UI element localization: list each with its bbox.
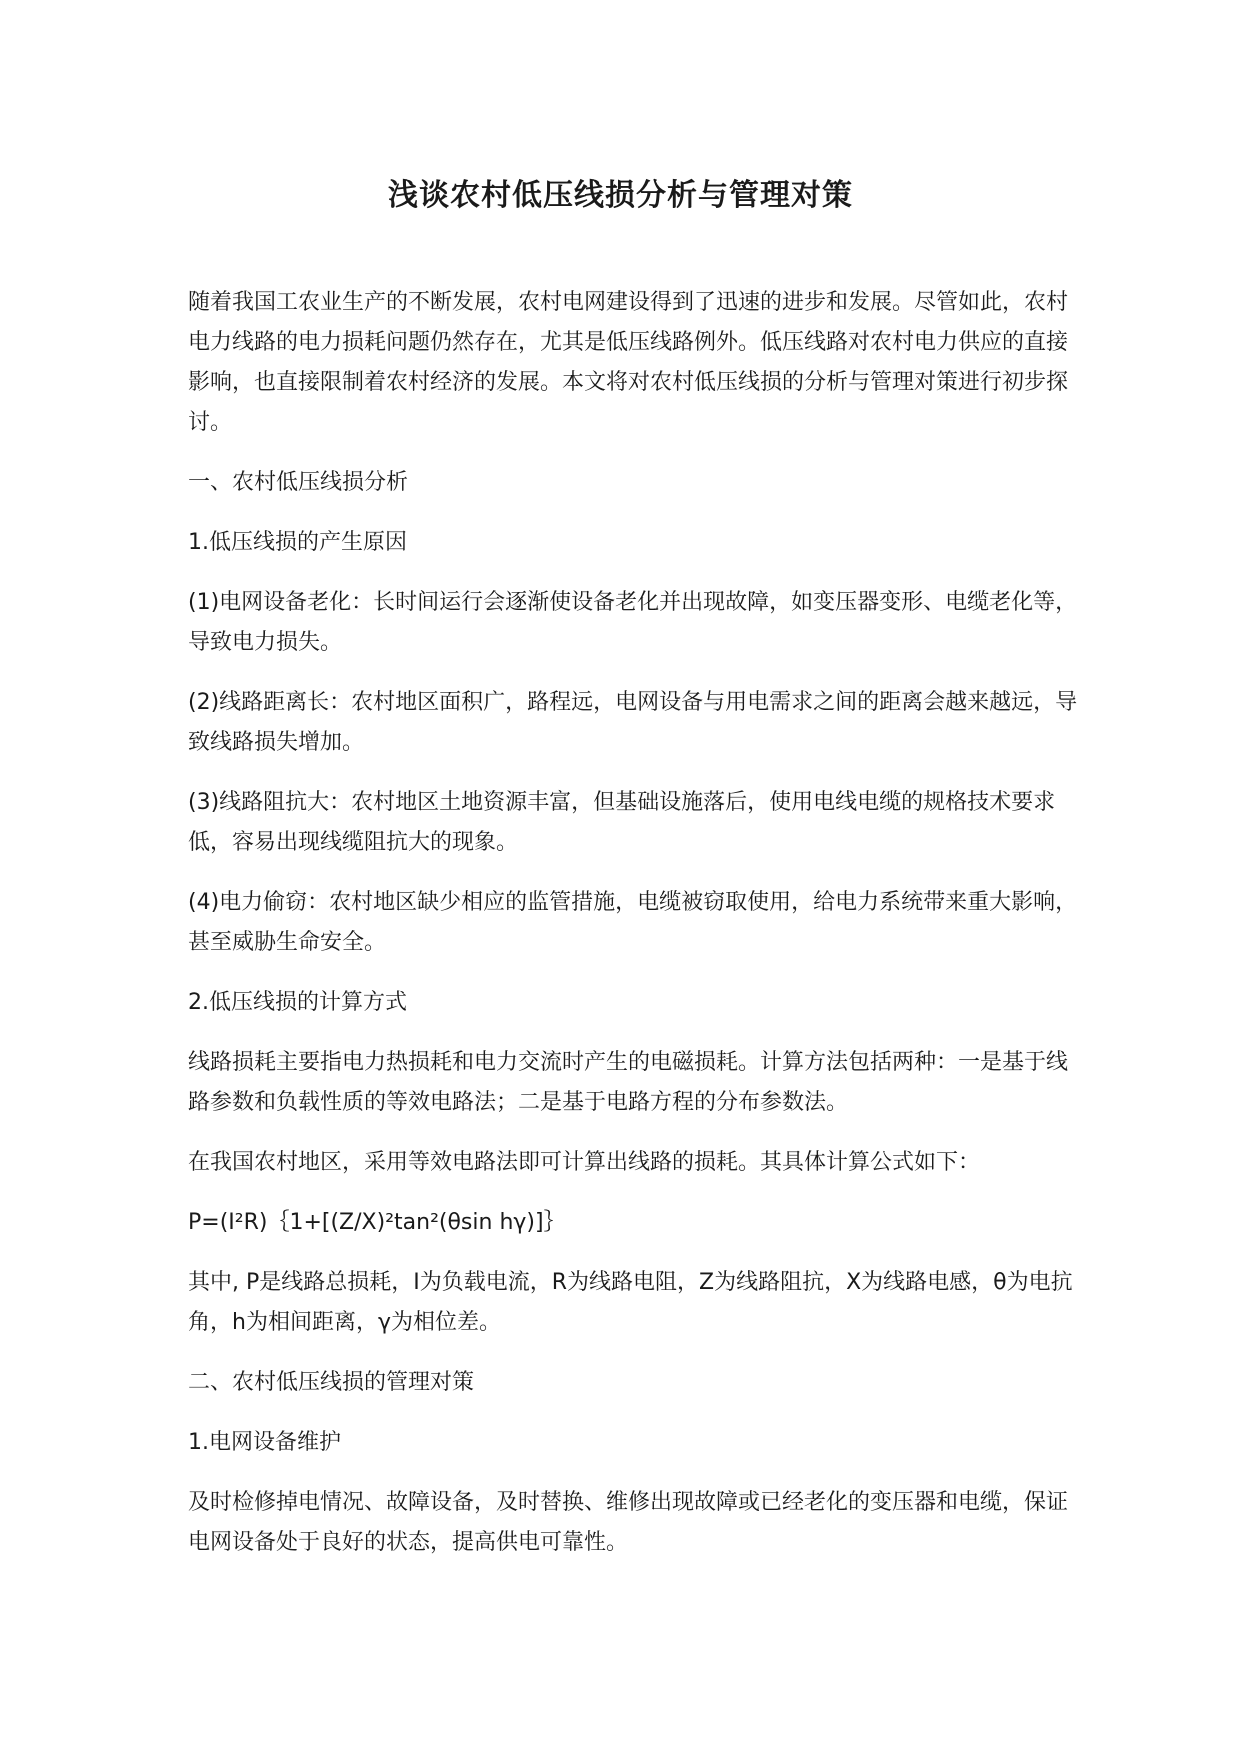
subsection-heading-1-2: 2.低压线损的计算方式 — [188, 990, 407, 1015]
section-heading-1: 一、农村低压线损分析 — [188, 470, 409, 495]
paragraph-maintenance: 及时检修掉电情况、故障设备，及时替换、维修出现故障或已经老化的变压器和电缆，保证电网设备处于良好的状态，提高供电可靠性。 — [188, 1490, 1069, 1555]
document-body — [188, 283, 1083, 1583]
paragraph-calc-intro: 在我国农村地区，采用等效电路法即可计算出线路的损耗。其具体计算公式如下： — [188, 1150, 981, 1175]
paragraph-cause-4: (4)电力偷窃：农村地区缺少相应的监管措施，电缆被窃取使用，给电力系统带来重大影响，甚至威胁生命安全。 — [188, 890, 1078, 955]
section-heading-2: 二、农村低压线损的管理对策 — [188, 1370, 475, 1395]
paragraph-cause-2: (2)线路距离长：农村地区面积广，路程远，电网设备与用电需求之间的距离会越来越远，导致线路损失增加。 — [188, 690, 1078, 755]
formula: P=(I²R)｛1+[(Z/X)²tan²(θsin hγ)]｝ — [188, 1210, 566, 1235]
paragraph-cause-3: (3)线路阻抗大：农村地区土地资源丰富，但基础设施落后，使用电线电缆的规格技术要求低，容易出现线缆阻抗大的现象。 — [188, 790, 1056, 855]
paragraph-formula-legend: 其中, P是线路总损耗，I为负载电流，R为线路电阻，Z为线路阻抗，X为线路电感，θ为电抗角，h为相间距离，γ为相位差。 — [188, 1270, 1073, 1335]
paragraph-cause-1: (1)电网设备老化：长时间运行会逐渐使设备老化并出现故障，如变压器变形、电缆老化等，导致电力损失。 — [188, 590, 1078, 655]
paragraph-intro: 随着我国工农业生产的不断发展，农村电网建设得到了迅速的进步和发展。尽管如此，农村电力线路的电力损耗问题仍然存在，尤其是低压线路例外。低压线路对农村电力供应的直接影响，也直接限制着农村经济的发展。本文将对农村低压线损的分析与管理对策进行初步探讨。 — [188, 290, 1069, 435]
paragraph-calc-methods: 线路损耗主要指电力热损耗和电力交流时产生的电磁损耗。计算方法包括两种：一是基于线路参数和负载性质的等效电路法；二是基于电路方程的分布参数法。 — [188, 1050, 1069, 1115]
document-title: 浅谈农村低压线损分析与管理对策 — [388, 178, 853, 213]
subsection-heading-2-1: 1.电网设备维护 — [188, 1430, 341, 1455]
subsection-heading-1-1: 1.低压线损的产生原因 — [188, 530, 407, 555]
